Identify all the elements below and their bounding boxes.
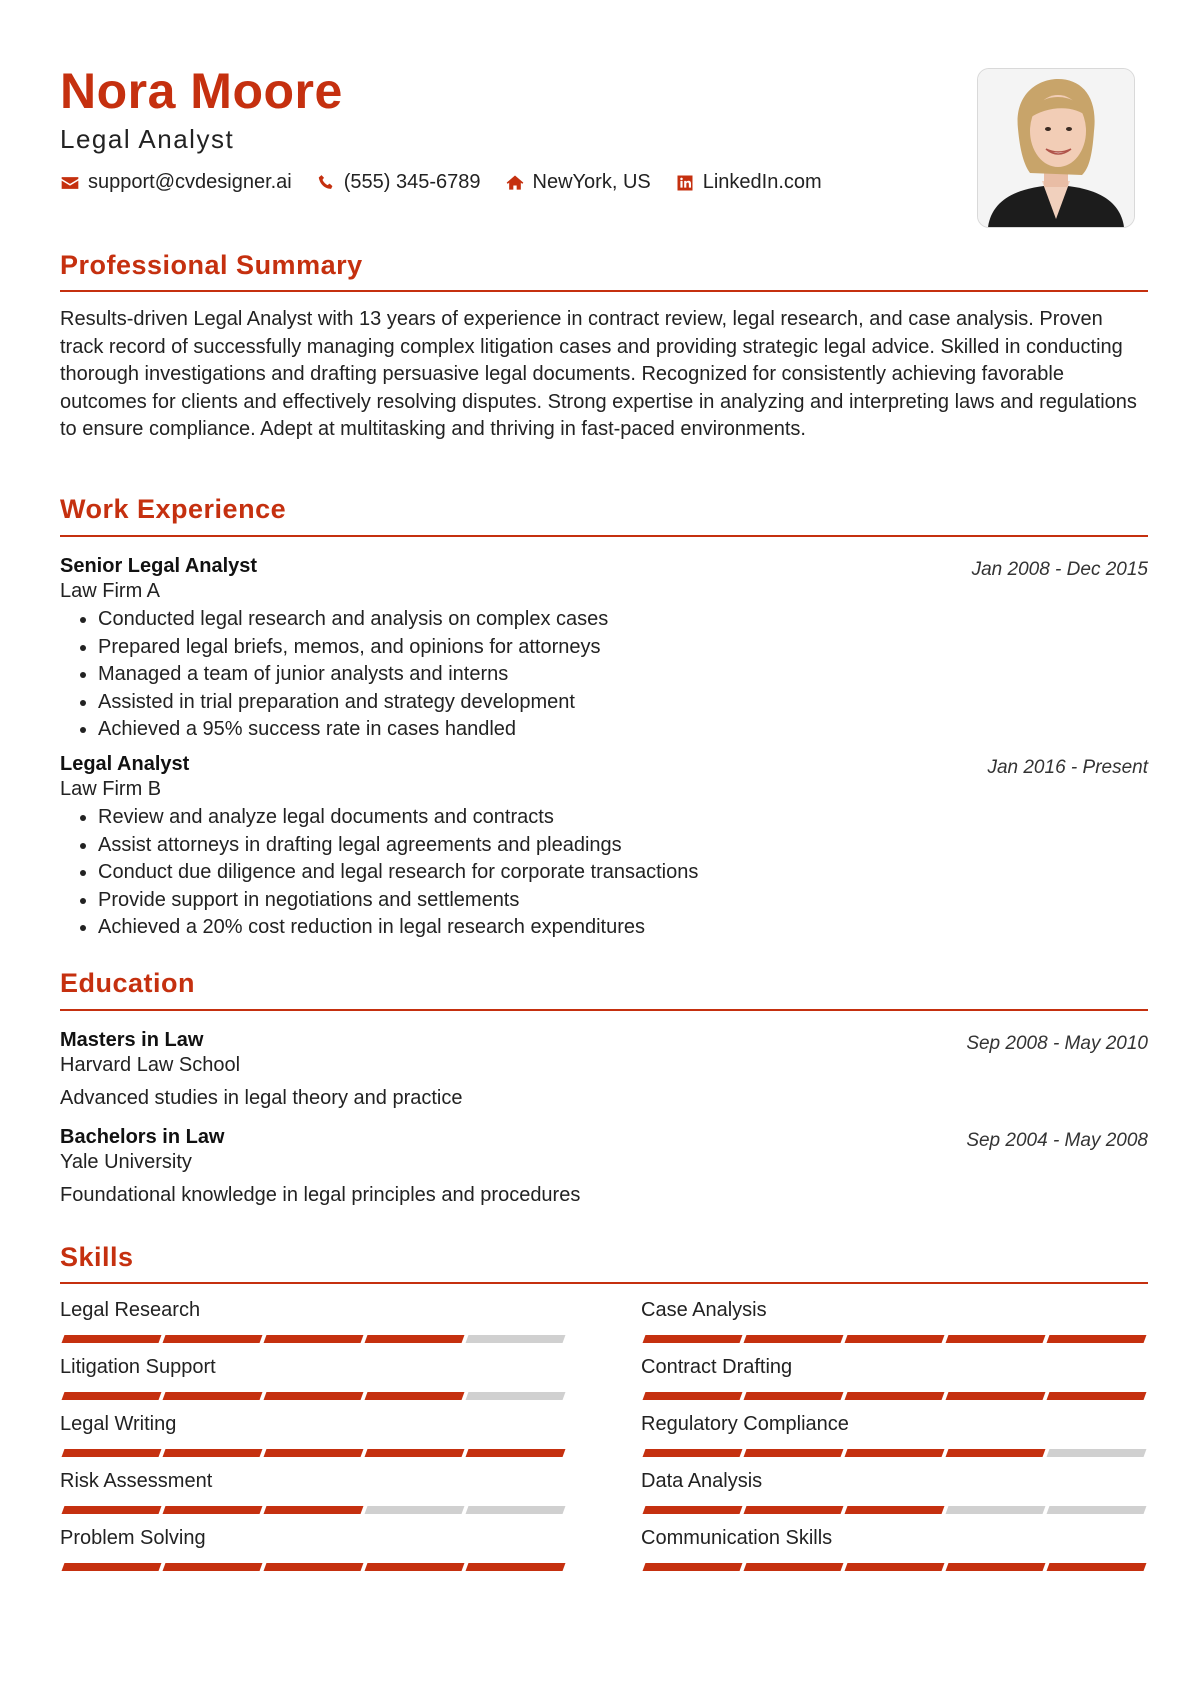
contact-linkedin-text: LinkedIn.com — [702, 171, 822, 193]
job-company: Law Firm B — [60, 778, 162, 800]
skill-name: Legal Research — [60, 1299, 201, 1321]
job-bullet: • Conducted legal research and analysis on complex cases — [98, 606, 608, 634]
skill-segment-filled — [62, 1392, 162, 1400]
job-bullet: • Managed a team of junior analysts and interns — [98, 661, 608, 689]
skill-level-bar — [644, 1506, 1149, 1514]
skill-segment-filled — [365, 1449, 465, 1457]
skill-segment-filled — [845, 1449, 945, 1457]
skills-heading: Skills — [60, 1242, 134, 1272]
summary-heading: Professional Summary — [60, 250, 363, 280]
job-bullet: • Assisted in trial preparation and strategy development — [98, 689, 608, 717]
skill-level-bar — [63, 1335, 568, 1343]
profile-photo — [977, 68, 1135, 228]
skill-segment-filled — [845, 1563, 945, 1571]
job-title: Legal Analyst — [60, 753, 190, 775]
candidate-name: Nora Moore — [60, 63, 343, 119]
skill-level-bar — [63, 1449, 568, 1457]
skill-name: Data Analysis — [641, 1470, 763, 1492]
skill-segment-filled — [163, 1449, 263, 1457]
job-bullet: • Achieved a 95% success rate in cases handled — [98, 716, 608, 744]
skill-segment-filled — [643, 1563, 743, 1571]
skill-segment-filled — [845, 1335, 945, 1343]
skill-segment-filled — [163, 1563, 263, 1571]
contact-email-text: support@cvdesigner.ai — [88, 171, 292, 193]
skill-segment-filled — [744, 1449, 844, 1457]
summary-divider — [60, 290, 1148, 292]
skill-segment-filled — [62, 1335, 162, 1343]
skill-segment-filled — [1047, 1392, 1147, 1400]
contact-location — [505, 171, 651, 194]
skill-segment-filled — [365, 1563, 465, 1571]
skill-segment-filled — [1047, 1335, 1147, 1343]
skill-segment-filled — [643, 1449, 743, 1457]
skill-segment-filled — [264, 1449, 364, 1457]
skill-segment-filled — [264, 1392, 364, 1400]
skill-segment-empty — [466, 1506, 566, 1514]
contact-location-text: NewYork, US — [532, 171, 651, 193]
skill-segment-filled — [264, 1335, 364, 1343]
skill-segment-filled — [62, 1563, 162, 1571]
skill-name: Problem Solving — [60, 1527, 206, 1549]
skill-level-bar — [63, 1506, 568, 1514]
skill-name: Communication Skills — [641, 1527, 833, 1549]
skill-segment-filled — [466, 1563, 566, 1571]
skill-segment-filled — [365, 1392, 465, 1400]
skill-name: Risk Assessment — [60, 1470, 213, 1492]
skill-level-bar — [63, 1392, 568, 1400]
skill-segment-filled — [744, 1506, 844, 1514]
skill-level-bar — [63, 1563, 568, 1571]
degree-title: Masters in Law — [60, 1029, 204, 1051]
job-bullet: • Review and analyze legal documents and contracts — [98, 804, 698, 832]
linkedin-icon — [675, 173, 695, 193]
experience-divider — [60, 535, 1148, 537]
skill-name: Case Analysis — [641, 1299, 767, 1321]
skill-segment-filled — [845, 1392, 945, 1400]
job-bullet: • Prepared legal briefs, memos, and opinions for attorneys — [98, 634, 608, 662]
skill-segment-filled — [946, 1563, 1046, 1571]
job-bullets — [60, 804, 698, 942]
degree-dates: Sep 2004 - May 2008 — [966, 1130, 1148, 1151]
job-dates: Jan 2008 - Dec 2015 — [971, 559, 1148, 580]
job-bullet: • Achieved a 20% cost reduction in legal research expenditures — [98, 914, 698, 942]
education-divider — [60, 1009, 1148, 1011]
skill-name: Contract Drafting — [641, 1356, 793, 1378]
home-icon — [505, 173, 525, 193]
skill-segment-filled — [365, 1335, 465, 1343]
skills-divider — [60, 1282, 1148, 1284]
skill-segment-empty — [466, 1392, 566, 1400]
job-company: Law Firm A — [60, 580, 161, 602]
skill-segment-filled — [744, 1563, 844, 1571]
skill-segment-empty — [946, 1506, 1046, 1514]
degree-dates: Sep 2008 - May 2010 — [966, 1033, 1148, 1054]
skill-level-bar — [644, 1335, 1149, 1343]
contact-linkedin[interactable] — [675, 171, 822, 194]
education-heading: Education — [60, 968, 196, 998]
skill-segment-filled — [1047, 1563, 1147, 1571]
degree-description: Advanced studies in legal theory and practice — [60, 1087, 463, 1109]
skill-segment-filled — [62, 1449, 162, 1457]
skill-name: Litigation Support — [60, 1356, 216, 1378]
contact-bar — [60, 171, 846, 194]
skill-segment-filled — [744, 1392, 844, 1400]
school-name: Harvard Law School — [60, 1054, 241, 1076]
candidate-title: Legal Analyst — [60, 124, 235, 154]
contact-phone[interactable] — [316, 171, 481, 194]
skill-segment-filled — [163, 1392, 263, 1400]
job-bullet: • Provide support in negotiations and settlements — [98, 887, 698, 915]
skill-level-bar — [644, 1392, 1149, 1400]
job-bullet: • Conduct due diligence and legal research for corporate transactions — [98, 859, 698, 887]
skill-name: Legal Writing — [60, 1413, 177, 1435]
skill-segment-filled — [946, 1392, 1046, 1400]
skill-segment-filled — [466, 1449, 566, 1457]
contact-email[interactable] — [60, 171, 292, 194]
skill-segment-empty — [466, 1335, 566, 1343]
summary-text: Results-driven Legal Analyst with 13 years of experience in contract review, legal research, and case analysis. Proven track record of successfully managing complex litigation cases and providing strategic legal advice. Skilled in conducting thorough investigations and drafting persuasive legal documents. Recognized for consistently achieving favorable outcomes for clients and effectively resolving disputes. Strong expertise in analyzing and interpreting laws and regulations to ensure compliance. Adept at multitasking and thriving in fast-paced environments. — [60, 308, 1137, 440]
envelope-icon — [60, 173, 80, 193]
job-bullets — [60, 606, 608, 744]
job-dates: Jan 2016 - Present — [987, 757, 1148, 778]
contact-phone-text: (555) 345-6789 — [343, 171, 481, 193]
skill-segment-empty — [1047, 1449, 1147, 1457]
skill-name: Regulatory Compliance — [641, 1413, 849, 1435]
job-bullet: • Assist attorneys in drafting legal agreements and pleadings — [98, 832, 698, 860]
phone-icon — [316, 173, 336, 193]
degree-description: Foundational knowledge in legal principles and procedures — [60, 1184, 581, 1206]
degree-title: Bachelors in Law — [60, 1126, 225, 1148]
skill-segment-filled — [264, 1563, 364, 1571]
skill-segment-filled — [643, 1335, 743, 1343]
skill-segment-filled — [62, 1506, 162, 1514]
skill-segment-filled — [163, 1335, 263, 1343]
school-name: Yale University — [60, 1151, 192, 1173]
skill-segment-empty — [1047, 1506, 1147, 1514]
skill-segment-filled — [643, 1506, 743, 1514]
skill-segment-filled — [264, 1506, 364, 1514]
skill-level-bar — [644, 1449, 1149, 1457]
skill-segment-filled — [946, 1449, 1046, 1457]
job-title: Senior Legal Analyst — [60, 555, 258, 577]
skill-segment-filled — [163, 1506, 263, 1514]
skill-level-bar — [644, 1563, 1149, 1571]
experience-heading: Work Experience — [60, 494, 287, 524]
skill-segment-filled — [744, 1335, 844, 1343]
skill-segment-filled — [845, 1506, 945, 1514]
skill-segment-filled — [643, 1392, 743, 1400]
skill-segment-filled — [946, 1335, 1046, 1343]
skill-segment-empty — [365, 1506, 465, 1514]
